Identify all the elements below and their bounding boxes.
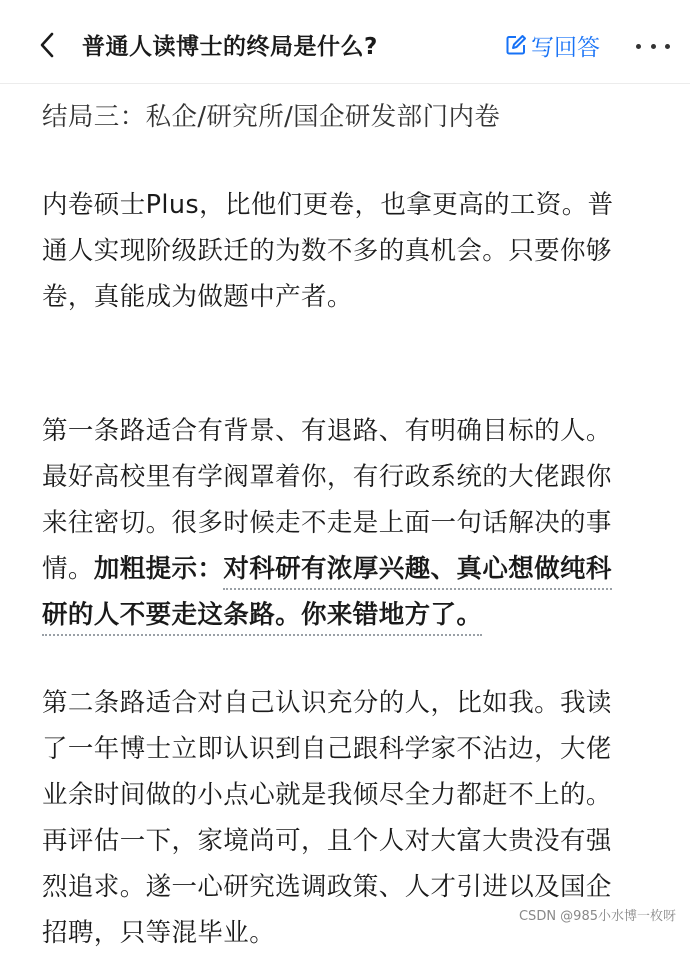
more-button[interactable] (636, 34, 670, 58)
paragraph-line: 招聘，只等混毕业。 (42, 918, 276, 948)
bold-hint-label: 加粗提示： (93, 554, 224, 584)
plain-text: 情。 (42, 554, 94, 584)
more-dots-icon (636, 44, 641, 49)
paragraph-line: 内卷硕士Plus，比他们更卷，也拿更高的工资。普 (42, 190, 614, 220)
paragraph-line: 第二条路适合对自己认识充分的人，比如我。我读 (42, 688, 612, 718)
paragraph-line: 通人实现阶级跃迁的为数不多的真机会。只要你够 (42, 236, 612, 266)
edit-icon (505, 34, 527, 56)
paragraph-line: 了一年博士立即认识到自己跟科学家不沾边，大佬 (42, 734, 612, 764)
paragraph-line: 第一条路适合有背景、有退路、有明确目标的人。 (42, 416, 612, 446)
paragraph-1 (42, 182, 664, 320)
write-answer-label: 写回答 (531, 34, 600, 61)
paragraph-line (42, 592, 664, 638)
chevron-left-icon (39, 32, 55, 58)
paragraph-2 (42, 408, 664, 638)
paragraph-line: 业余时间做的小点心就是我倾尽全力都赶不上的。 (42, 780, 612, 810)
answer-heading: 结局三：私企/研究所/国企研发部门内卷 (42, 102, 501, 132)
watermark: CSDN @985小水博一枚呀 (518, 909, 676, 924)
answer-content (42, 94, 664, 956)
paragraph-line (42, 546, 664, 592)
paragraph-line: 来往密切。很多时候走不走是上面一句话解决的事 (42, 508, 612, 538)
write-answer-button[interactable] (505, 30, 600, 60)
question-title[interactable]: 普通人读博士的终局是什么? (82, 34, 378, 60)
paragraph-line: 卷，真能成为做题中产者。 (42, 282, 353, 312)
bold-hint-text: 研的人不要走这条路。你来错地方了。 (42, 600, 482, 636)
paragraph-line: 最好高校里有学阀罩着你，有行政系统的大佬跟你 (42, 462, 612, 492)
paragraph-line: 烈追求。遂一心研究选调政策、人才引进以及国企 (42, 872, 612, 902)
top-bar (0, 0, 690, 84)
paragraph-line: 再评估一下，家境尚可，且个人对大富大贵没有强 (42, 826, 612, 856)
back-button[interactable] (34, 30, 60, 60)
bold-hint-text: 对科研有浓厚兴趣、真心想做纯科 (223, 554, 612, 590)
